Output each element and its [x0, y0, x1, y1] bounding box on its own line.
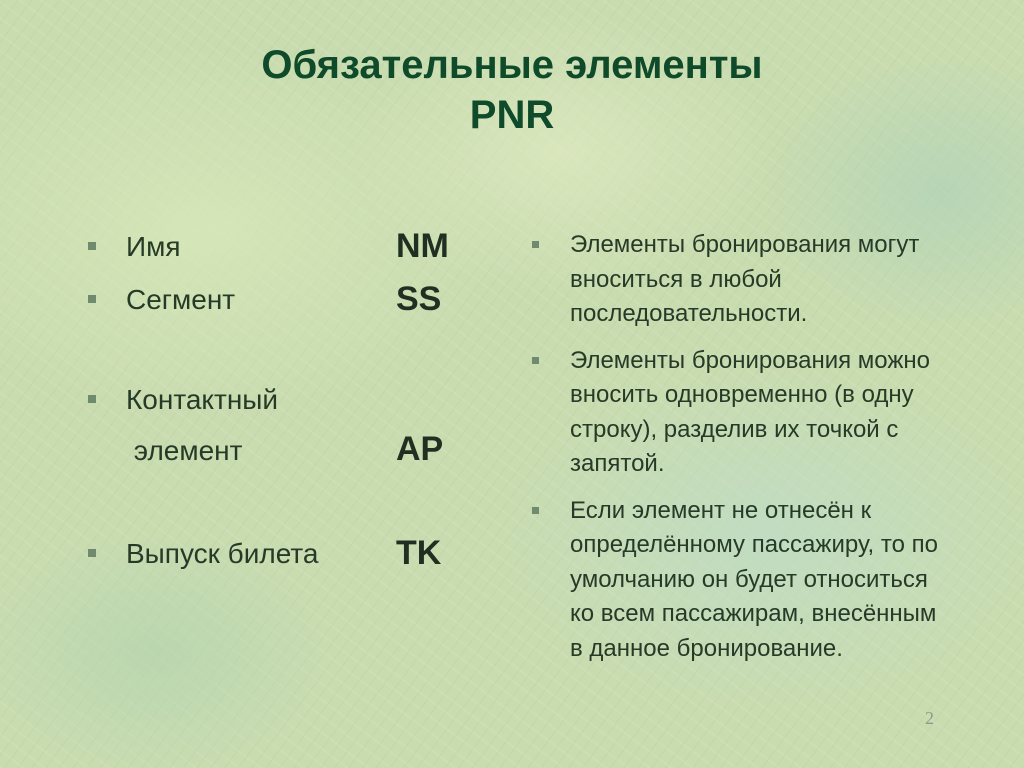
note-text: Элементы бронирования можно вносить одновременно (в одну строку), разделив их точкой с запятой. — [570, 346, 930, 477]
slide-title-line-2: PNR — [469, 93, 555, 137]
element-code: AP — [396, 430, 444, 468]
page-number: 2 — [925, 708, 934, 728]
square-bullet-icon — [88, 242, 96, 250]
element-label: Имя — [126, 231, 181, 262]
square-bullet-icon — [532, 507, 539, 514]
note-text: Элементы бронирования могут вноситься в любой последовательности. — [570, 231, 920, 327]
pnr-elements-list — [88, 0, 488, 768]
element-code: NM — [396, 227, 449, 265]
square-bullet-icon — [88, 295, 96, 303]
note-item — [532, 344, 942, 482]
element-label-line-1: Контактный — [126, 384, 279, 415]
note-item — [532, 494, 942, 667]
square-bullet-icon — [88, 395, 96, 403]
slide-title-line-1: Обязательные элементы — [261, 43, 763, 87]
element-label: Сегмент — [126, 284, 236, 315]
element-label: Выпуск билета — [126, 538, 319, 569]
note-item — [532, 228, 942, 332]
square-bullet-icon — [88, 549, 96, 557]
notes-list — [532, 228, 942, 678]
element-code: TK — [396, 534, 442, 572]
square-bullet-icon — [532, 241, 539, 248]
element-code: SS — [396, 280, 442, 318]
square-bullet-icon — [532, 357, 539, 364]
note-text: Если элемент не отнесён к определённому пассажиру, то по умолчанию он будет относиться ко всем пассажирам, внесённым в данное бронирование. — [570, 496, 938, 662]
element-label-line-2: элемент — [126, 435, 243, 466]
